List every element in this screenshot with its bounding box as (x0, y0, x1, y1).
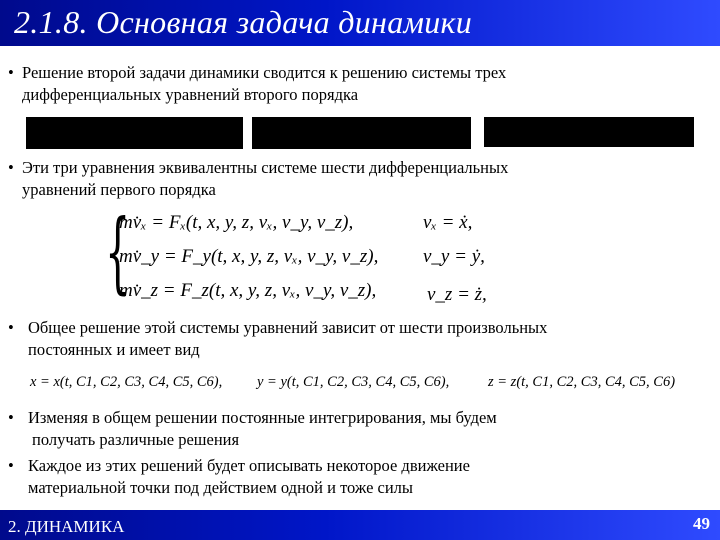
bullet-5 (8, 455, 708, 499)
page-number: 49 (693, 514, 710, 533)
bullet-4 (8, 407, 708, 451)
redacted-equation-2 (252, 117, 471, 149)
slide-title: 2.1.8. Основная задача динамики (14, 4, 473, 40)
equation-left-y: mv̇_y = F_y(t, x, y, z, vₓ, v_y, v_z), (119, 246, 379, 267)
bullet-marker: • (8, 408, 14, 427)
bullet-4-line-2: получать различные решения (32, 430, 240, 449)
title-bar (0, 0, 720, 46)
brace-symbol: { (105, 200, 131, 303)
bullet-5-line-1: Каждое из этих решений будет описывать некоторое движение (28, 456, 470, 475)
bullet-3 (8, 317, 708, 361)
equation-right-y: v_y = ẏ, (423, 246, 485, 267)
bullet-marker: • (8, 63, 14, 82)
redacted-equation-1 (26, 117, 243, 149)
general-solution-x: x = x(t, C1, C2, C3, C4, C5, C6), (30, 374, 223, 390)
general-solution-y: y = y(t, C1, C2, C3, C4, C5, C6), (257, 374, 450, 390)
equation-left-z: mv̇_z = F_z(t, x, y, z, vₓ, v_y, v_z), (119, 280, 377, 301)
redacted-equation-3 (484, 117, 694, 147)
equation-left-x: mv̇ₓ = Fₓ(t, x, y, z, vₓ, v_y, v_z), (119, 212, 354, 233)
equation-system (105, 200, 525, 308)
equation-right-x: vₓ = ẋ, (423, 212, 473, 233)
bullet-1-line-1: Решение второй задачи динамики сводится к решению системы трех (22, 63, 507, 82)
bullet-4-line-1: Изменяя в общем решении постоянные интегрирования, мы будем (28, 408, 497, 427)
bullet-marker: • (8, 158, 14, 177)
bullet-2-line-2: уравнений первого порядка (22, 180, 216, 199)
bullet-marker: • (8, 456, 14, 475)
bullet-3-line-1: Общее решение этой системы уравнений зависит от шести произвольных (28, 318, 548, 337)
bullet-marker: • (8, 318, 14, 337)
footer-bar (0, 510, 720, 540)
bullet-1-line-2: дифференциальных уравнений второго порядка (22, 85, 359, 104)
bullet-2 (8, 157, 708, 201)
bullet-3-line-2: постоянных и имеет вид (28, 340, 200, 359)
bullet-2-line-1: Эти три уравнения эквивалентны системе шести дифференциальных (22, 158, 509, 177)
equation-right-z: v_z = ż, (427, 284, 487, 305)
bullet-5-line-2: материальной точки под действием одной и тоже силы (28, 478, 414, 497)
section-label: 2. ДИНАМИКА (8, 517, 125, 536)
general-solution-z: z = z(t, C1, C2, C3, C4, C5, C6) (488, 374, 676, 390)
bullet-1 (8, 62, 708, 106)
